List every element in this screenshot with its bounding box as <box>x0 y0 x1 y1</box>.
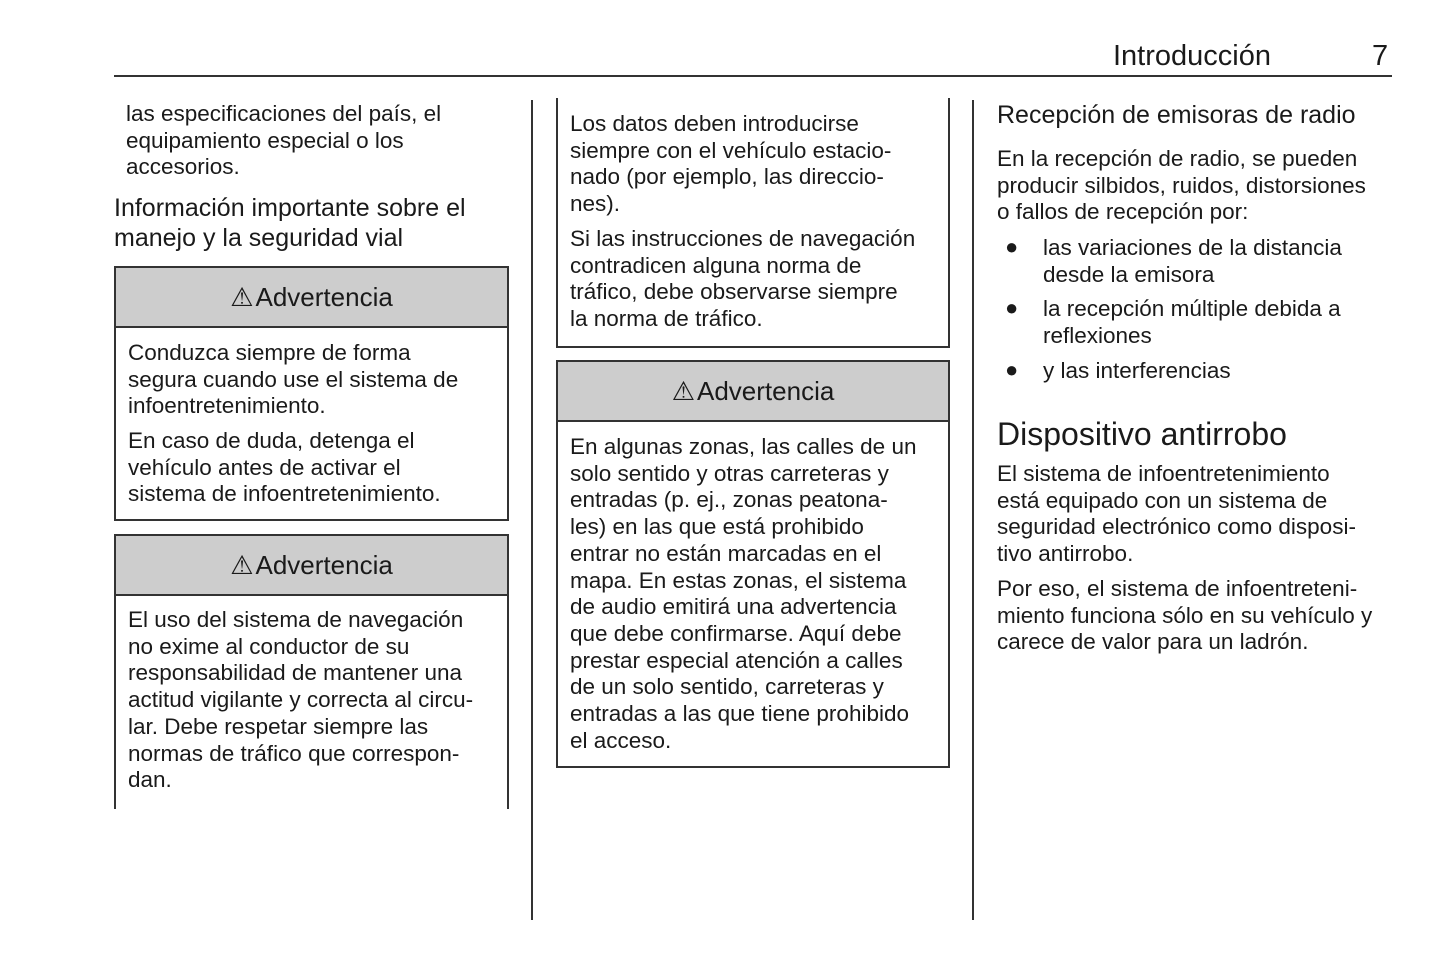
list-item: la recepción múltiple debida a reflexiones <box>1043 296 1341 348</box>
warning-text: El uso del sistema de navegación no exime al conductor de su responsabilidad de mantener una actitud vigilante y correcta al circu- lar. Debe respetar siempre las normas de tráfico que correspon- dan. <box>128 607 474 793</box>
column-divider <box>531 100 533 920</box>
warning-text: Conduzca siempre de forma segura cuando use el sistema de infoentretenimiento. <box>128 340 459 419</box>
chapter-heading: Dispositivo antirrobo <box>997 416 1287 452</box>
warning-box-continuation <box>556 98 950 348</box>
bullet-icon: ● <box>1005 357 1019 382</box>
section-title: Introducción <box>1113 40 1271 72</box>
warning-box <box>114 534 509 809</box>
warning-text: Si las instrucciones de navegación contradicen alguna norma de tráfico, debe observarse siempre la norma de tráfico. <box>570 226 916 332</box>
warning-title: Advertencia <box>697 375 835 406</box>
warning-triangle-icon: ⚠ <box>230 549 254 580</box>
warning-text: En caso de duda, detenga el vehículo antes de activar el sistema de infoentretenimiento. <box>128 428 441 507</box>
warning-box <box>556 360 950 768</box>
warning-title: Advertencia <box>255 549 393 580</box>
warning-header <box>116 268 507 328</box>
warning-header <box>558 362 948 422</box>
paragraph: En la recepción de radio, se pueden producir silbidos, ruidos, distorsiones o fallos de recepción por: <box>997 146 1366 225</box>
column-divider <box>972 100 974 920</box>
paragraph: Por eso, el sistema de infoentreteni- miento funciona sólo en su vehículo y carece de valor para un ladrón. <box>997 576 1373 655</box>
warning-header <box>116 536 507 596</box>
section-heading: Recepción de emisoras de radio <box>997 101 1356 129</box>
section-heading: Información importante sobre el manejo y la seguridad vial <box>114 194 466 252</box>
bullet-icon: ● <box>1005 234 1019 259</box>
list-item: y las interferencias <box>1043 358 1231 383</box>
continuation-text: las especificaciones del país, el equipamiento especial o los accesorios. <box>126 101 442 180</box>
page-number: 7 <box>1372 40 1389 72</box>
warning-text: En algunas zonas, las calles de un solo sentido y otras carreteras y entradas (p. ej., zonas peatona- les) en las que está prohibido entrar no están marcadas en el mapa. En estas zonas, el sistema de audio emitirá una advertencia que debe confirmarse. Aquí debe prestar especial atención a calles de un solo sentido, carreteras y entradas a las que tiene prohibido el acceso. <box>570 434 917 753</box>
warning-triangle-icon: ⚠ <box>671 375 695 406</box>
list-item: las variaciones de la distancia desde la emisora <box>1043 235 1342 287</box>
warning-title: Advertencia <box>255 281 393 312</box>
bullet-icon: ● <box>1005 295 1019 320</box>
warning-triangle-icon: ⚠ <box>230 281 254 312</box>
warning-text: Los datos deben introducirse siempre con el vehículo estacio- nado (por ejemplo, las direccio- nes). <box>570 111 892 217</box>
paragraph: El sistema de infoentretenimiento está equipado con un sistema de seguridad electrónico como disposi- tivo antirrobo. <box>997 461 1356 567</box>
warning-box <box>114 266 509 521</box>
header-rule <box>114 75 1392 77</box>
